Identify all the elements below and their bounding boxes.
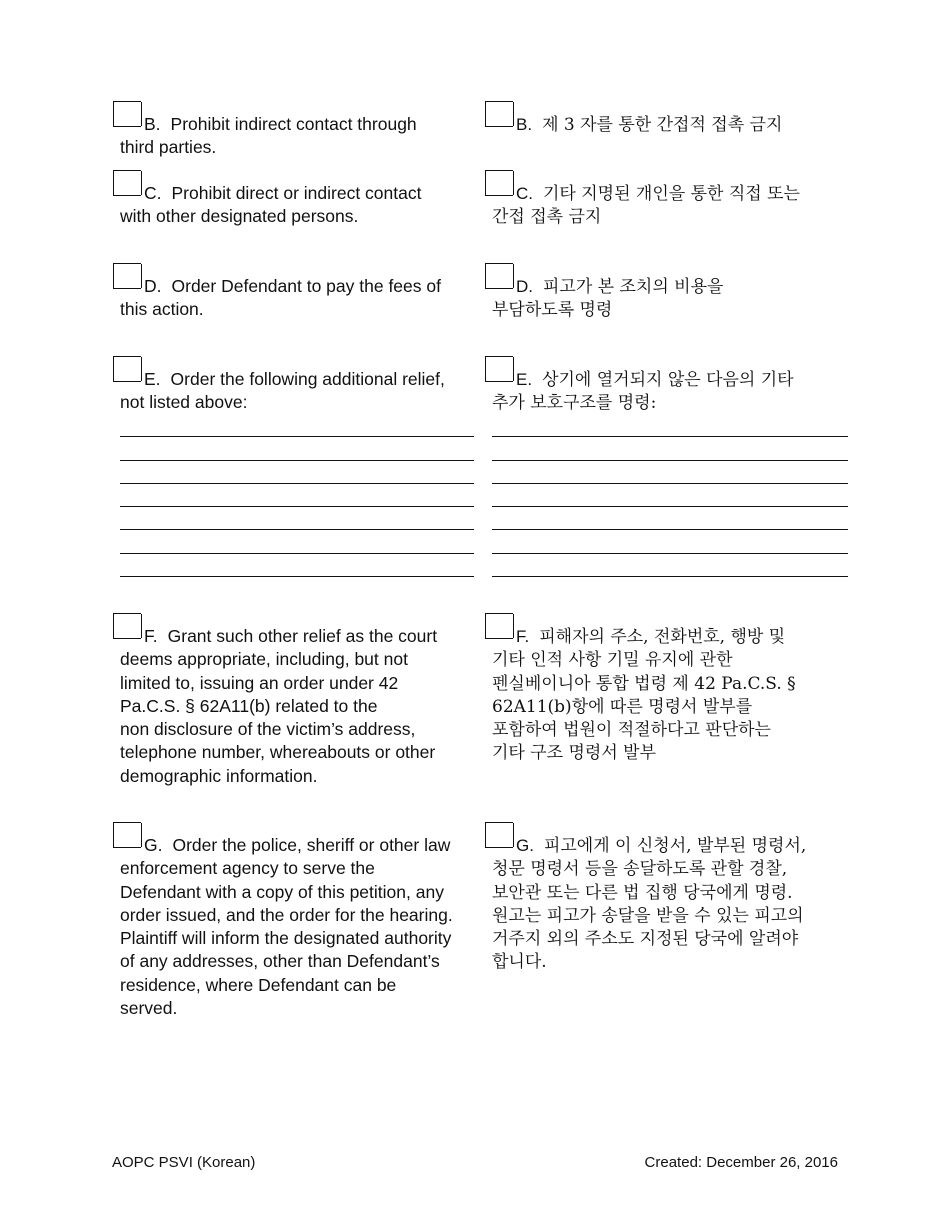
checkbox-e-ko[interactable] — [485, 356, 513, 382]
checkbox-c-ko[interactable] — [485, 170, 513, 196]
text-line: Order the police, sheriff or other law — [172, 835, 451, 855]
text-line: 상기에 열거되지 않은 다음의 기타 — [542, 370, 794, 390]
item-b-en — [120, 113, 474, 160]
letter-b-ko: B. — [516, 115, 533, 134]
text-line: this action. — [120, 299, 204, 320]
text-line: 추가 보호구조를 명령: — [492, 393, 657, 414]
text-line: 펜실베이니아 통합 법령 제 42 Pa.C.S. § — [492, 673, 796, 694]
blank-line[interactable] — [120, 507, 474, 530]
text-line: 기타 지명된 개인을 통한 직접 또는 — [543, 184, 800, 204]
footer-form-id: AOPC PSVI (Korean) — [112, 1154, 256, 1171]
text-line: 간접 접촉 금지 — [492, 207, 602, 228]
letter-e-en: E. — [144, 369, 161, 389]
blank-line[interactable] — [492, 507, 848, 530]
text-line: Defendant with a copy of this petition, any — [120, 881, 444, 902]
text-line: 부담하도록 명령 — [492, 300, 613, 321]
letter-d-en: D. — [144, 276, 162, 296]
item-g-ko — [492, 834, 848, 975]
letter-f-en: F. — [144, 626, 158, 646]
text-line: 피고에게 이 신청서, 발부된 명령서, — [543, 836, 807, 856]
text-line: not listed above: — [120, 392, 248, 413]
text-line: of any addresses, other than Defendant’s — [120, 951, 440, 972]
letter-f-ko: F. — [516, 627, 530, 646]
blank-line[interactable] — [492, 461, 848, 484]
blank-line[interactable] — [492, 484, 848, 507]
text-line: order issued, and the order for the hearing. — [120, 904, 453, 925]
blank-line[interactable] — [120, 437, 474, 460]
item-f-ko — [492, 625, 848, 766]
item-d-ko — [492, 275, 848, 323]
text-line: served. — [120, 998, 178, 1019]
blank-line[interactable] — [120, 414, 474, 437]
text-line: Order the following additional relief, — [170, 369, 445, 389]
blank-line[interactable] — [492, 437, 848, 460]
checkbox-f-ko[interactable] — [485, 613, 513, 639]
item-f-en — [120, 625, 474, 788]
text-line: 제 3 자를 통한 간접적 접촉 금지 — [542, 115, 783, 135]
text-line: third parties. — [120, 137, 217, 158]
checkbox-d-ko[interactable] — [485, 263, 513, 289]
letter-d-ko: D. — [516, 277, 533, 296]
text-line: 포함하여 법원이 적절하다고 판단하는 — [492, 720, 771, 741]
blank-line[interactable] — [120, 554, 474, 577]
item-b-ko — [492, 113, 848, 137]
checkbox-g-en[interactable] — [113, 822, 141, 848]
item-c-ko — [492, 182, 848, 230]
text-line: 피고가 본 조치의 비용을 — [543, 277, 724, 297]
checkbox-f-en[interactable] — [113, 613, 141, 639]
item-c-en — [120, 182, 474, 229]
blank-line[interactable] — [120, 484, 474, 507]
text-line: 청문 명령서 등을 송달하도록 관할 경찰, — [492, 859, 788, 880]
letter-g-en: G. — [144, 835, 163, 855]
letter-e-ko: E. — [516, 370, 533, 389]
checkbox-e-en[interactable] — [113, 356, 141, 382]
blank-line[interactable] — [120, 461, 474, 484]
item-e-en — [120, 368, 474, 415]
text-line: Pa.C.S. § 62A11(b) related to the — [120, 695, 378, 716]
checkbox-c-en[interactable] — [113, 170, 141, 196]
text-line: Grant such other relief as the court — [167, 626, 438, 646]
text-line: non disclosure of the victim’s address, — [120, 719, 416, 740]
text-line: 거주지 외의 주소도 지정된 당국에 알려야 — [492, 929, 799, 950]
text-line: Order Defendant to pay the fees of — [171, 276, 441, 296]
text-line: demographic information. — [120, 765, 318, 786]
letter-g-ko: G. — [516, 836, 534, 855]
text-line: telephone number, whereabouts or other — [120, 742, 436, 763]
text-line: limited to, issuing an order under 42 — [120, 672, 399, 693]
text-line: 원고는 피고가 송달을 받을 수 있는 피고의 — [492, 905, 804, 926]
checkbox-b-ko[interactable] — [485, 101, 513, 127]
text-line: Prohibit indirect contact through — [170, 114, 417, 134]
blank-line[interactable] — [120, 530, 474, 553]
item-d-en — [120, 275, 474, 322]
blank-line[interactable] — [492, 530, 848, 553]
footer-created-date: Created: December 26, 2016 — [644, 1154, 838, 1171]
text-line: deems appropriate, including, but not — [120, 649, 408, 670]
text-line: 기타 인적 사항 기밀 유지에 관한 — [492, 650, 733, 671]
blank-line[interactable] — [492, 414, 848, 437]
checkbox-d-en[interactable] — [113, 263, 141, 289]
blank-line[interactable] — [492, 554, 848, 577]
text-line: enforcement agency to serve the — [120, 858, 375, 879]
text-line: Plaintiff will inform the designated authority — [120, 928, 452, 949]
checkbox-g-ko[interactable] — [485, 822, 513, 848]
text-line: with other designated persons. — [120, 206, 359, 227]
letter-b-en: B. — [144, 114, 161, 134]
text-line: 합니다. — [492, 952, 547, 973]
letter-c-ko: C. — [516, 184, 533, 203]
text-line: 피해자의 주소, 전화번호, 행방 및 — [539, 627, 786, 647]
blank-lines-ko — [492, 414, 848, 577]
text-line: 보안관 또는 다른 법 집행 당국에게 명령. — [492, 882, 793, 903]
letter-c-en: C. — [144, 183, 162, 203]
blank-lines-en — [120, 414, 474, 577]
item-e-ko — [492, 368, 848, 416]
item-g-en — [120, 834, 474, 1020]
text-line: 62A11(b)항에 따른 명령서 발부를 — [492, 696, 753, 717]
text-line: residence, where Defendant can be — [120, 974, 397, 995]
text-line: 기타 구조 명령서 발부 — [492, 743, 657, 764]
text-line: Prohibit direct or indirect contact — [171, 183, 422, 203]
checkbox-b-en[interactable] — [113, 101, 141, 127]
